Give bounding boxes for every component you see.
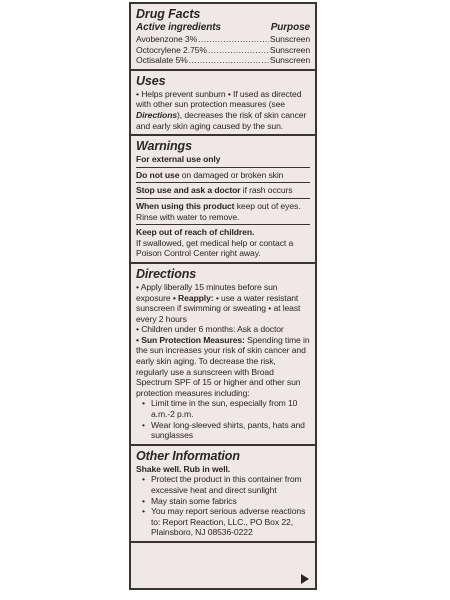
bullet: •	[142, 495, 145, 506]
uses-section	[131, 71, 315, 136]
bullet: •	[142, 474, 145, 485]
continue-arrow-icon	[301, 574, 309, 584]
ingredient-purpose: Sunscreen	[269, 34, 310, 44]
other-information-section	[131, 446, 315, 543]
bullet: •	[142, 398, 145, 409]
active-ingredients-label: Active ingredients	[136, 22, 221, 33]
drug-facts-title: Drug Facts	[136, 7, 201, 21]
ingredient-name: Avobenzone 3%	[136, 34, 198, 44]
list-item: • Wear long-sleeved shirts, pants, hats and sunglasses	[142, 419, 305, 441]
purpose-label: Purpose	[270, 22, 310, 33]
ingredient-row	[136, 34, 310, 45]
ingredient-purpose: Sunscreen	[269, 44, 310, 55]
active-ingredients-section	[131, 4, 315, 71]
drug-facts-panel	[129, 2, 317, 590]
directions-apply: • Apply liberally 15 minutes before sun exposure • Reapply: • use a water resistant sunscreen if swimming or sweating • at least every 2 hours	[136, 281, 301, 324]
list-item: • You may report serious adverse reactions to: Report Reaction, LLC., PO Box 22, Plainsboro, NJ 08536-0222	[142, 506, 306, 538]
directions-children: • Children under 6 months: Ask a doctor	[136, 324, 284, 335]
ingredient-name: Octocrylene 2.75%	[136, 44, 207, 55]
other-information-list	[136, 474, 310, 538]
ingredient-row	[136, 55, 310, 66]
sun-protection-list	[136, 398, 310, 440]
do-not-use-warning: Do not use on damaged or broken skin	[136, 167, 310, 183]
list-item: • Limit time in the sun, especially from 10 a.m.-2 p.m.	[142, 398, 298, 420]
active-ingredients-header	[136, 22, 310, 34]
keep-out-of-reach-warning: Keep out of reach of children. If swallowed, get medical help or contact a Poison Control Center right away.	[136, 224, 310, 261]
ingredient-row	[136, 45, 310, 56]
warnings-heading: Warnings	[136, 139, 192, 154]
directions-section	[131, 264, 315, 446]
list-item: • Protect the product in this container from excessive heat and direct sunlight	[142, 474, 302, 495]
dot-leader	[198, 34, 269, 45]
uses-text: • Helps prevent sunburn • If used as directed with other sun protection measures (see Directions), decreases the risk of skin cancer and early skin aging caused by the sun.	[136, 88, 307, 131]
dot-leader	[189, 55, 269, 66]
ingredient-name: Octisalate 5%	[136, 55, 188, 66]
directions-heading: Directions	[136, 266, 197, 281]
dot-leader	[208, 45, 269, 56]
shake-well-text: Shake well. Rub in well.	[136, 463, 231, 474]
ingredient-purpose: Sunscreen	[269, 55, 310, 66]
stop-use-warning: Stop use and ask a doctor if rash occurs	[136, 182, 310, 198]
warnings-section	[131, 136, 315, 264]
other-information-heading: Other Information	[136, 448, 240, 463]
uses-heading: Uses	[136, 73, 166, 88]
bullet: •	[142, 419, 145, 430]
when-using-warning: When using this product keep out of eyes. Rinse with water to remove.	[136, 198, 310, 224]
bullet: •	[142, 506, 145, 517]
directions-sun-protection: • Sun Protection Measures: Spending time in the sun increases your risk of skin cancer and early skin aging. To decrease the risk, regularly use a sunscreen with Broad Spectrum SPF of 15 or higher and other sun protection measures including:	[136, 334, 310, 398]
external-use-warning: For external use only	[136, 154, 221, 165]
list-item: • May stain some fabrics	[142, 495, 237, 506]
